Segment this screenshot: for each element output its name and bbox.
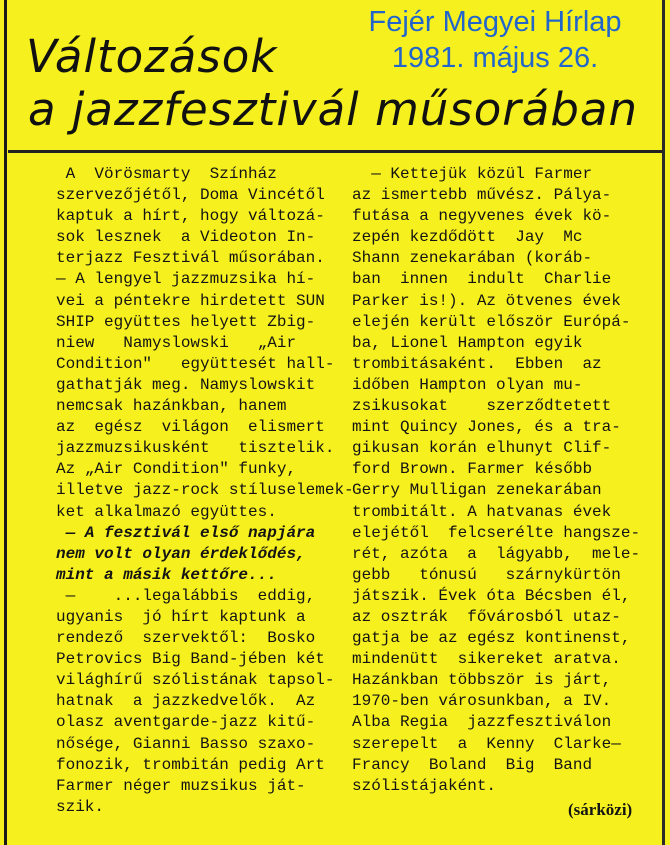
right-column-line: futása a negyvenes évek kö- (352, 207, 612, 226)
source-newspaper: Fejér Megyei Hírlap (368, 6, 622, 38)
right-column-line: Gerry Mulligan zenekarában (352, 481, 602, 500)
source-date: 1981. május 26. (391, 42, 599, 74)
left-column-line: Petrovics Big Band-jében két (56, 650, 325, 669)
right-column-line: mint Quincy Jones, és a tra- (352, 418, 621, 437)
right-column-line: trombitált. A hatvanas évek (352, 502, 612, 521)
right-column-line: játszik. Évek óta Bécsben él, (352, 586, 631, 605)
right-column-line: ford Brown. Farmer később (352, 460, 593, 479)
headline-line-1: Változások (26, 30, 278, 83)
right-column-line: az osztrák fővárosból utaz- (352, 607, 621, 626)
headline-line-2: a jazzfesztivál műsorában (28, 83, 639, 136)
left-column-line: nősége, Gianni Basso szaxo- (56, 734, 316, 753)
left-column-line: — ...legalábbis eddig, (56, 586, 316, 605)
right-column-line: gebb tónusú szárnykürtön (352, 565, 621, 584)
left-column-line: az egész világon elismert (56, 418, 325, 437)
left-column-line: szervezőjétől, Doma Vincétől (56, 186, 325, 205)
left-column-line: Condition" együttesét hall- (56, 354, 335, 373)
left-column-line: sok lesznek a Videoton In- (56, 228, 316, 247)
left-column-line: terjazz Fesztivál műsorában. (56, 249, 325, 268)
left-column-line: nemcsak hazánkban, hanem (56, 397, 287, 416)
right-column-line: elején került először Európá- (352, 312, 631, 331)
author-signature: (sárközi) (568, 800, 633, 819)
right-column-line: zsikusokat szerződtetett (352, 397, 612, 416)
right-column-line: Parker is!). Az ötvenes évek (352, 291, 621, 310)
right-column-line: Shann zenekarában (koráb- (352, 249, 593, 268)
left-column-line: olasz aventgarde-jazz kitű- (56, 713, 316, 732)
left-column-line: ugyanis jó hírt kaptunk a (56, 607, 306, 626)
right-column-line: szólistájaként. (352, 776, 497, 795)
article-column-left (56, 164, 354, 818)
right-column-line: Hazánkban többször is járt, (352, 671, 612, 690)
left-column-line: rendező szervektől: Bosko (56, 629, 316, 648)
right-column-line: rét, azóta a lágyabb, mele- (352, 544, 641, 563)
left-column-line: A Vörösmarty Színház (56, 165, 277, 183)
left-column-line: — A lengyel jazzmuzsika hí- (56, 270, 316, 289)
article-column-right (352, 164, 650, 797)
right-column-line: zepén kezdődött Jay Mc (352, 228, 583, 247)
right-border-line (662, 0, 665, 845)
left-column-line: illetve jazz-rock stíluselemek- (56, 481, 354, 500)
left-column-line: fonozik, trombitán pedig Art (56, 755, 325, 774)
right-column-line: időben Hampton olyan mu- (352, 375, 583, 394)
left-column-line: gathatják meg. Namyslowskit (56, 375, 316, 394)
right-column-line: ba, Lionel Hampton egyik (352, 333, 583, 352)
left-column-line: világhírű szólistának tapsol- (56, 671, 335, 690)
right-column-line: 1970-ben városunkban, a IV. (352, 692, 612, 711)
left-column-line: Az „Air Condition" funky, (56, 460, 297, 479)
right-column-line: elejétől felcserélte hangsze- (352, 523, 641, 542)
left-column-line: niew Namyslowski „Air (56, 333, 297, 352)
left-column-line: — A fesztivál első napjára (56, 523, 316, 542)
right-column-line: gikusan korán elhunyt Clif- (352, 439, 612, 458)
left-column-line: hatnak a jazzkedvelők. Az (56, 692, 316, 711)
left-column-line: kaptuk a hírt, hogy változá- (56, 207, 325, 226)
right-column-line: ban innen indult Charlie (352, 270, 612, 289)
left-column-line: szik. (56, 797, 105, 816)
right-column-line: szerepelt a Kenny Clarke— (352, 734, 621, 753)
headline-rule (8, 150, 662, 153)
right-column-line: trombitásaként. Ebben az (352, 354, 602, 373)
left-column-line: ket alkalmazó együttes. (56, 502, 277, 521)
left-column-line: mint a másik kettőre... (56, 565, 277, 584)
left-column-line: Farmer néger muzsikus ját- (56, 776, 306, 795)
right-column-line: Alba Regia jazzfesztiválon (352, 713, 612, 732)
left-column-line: vei a péntekre hirdetett SUN (56, 291, 325, 310)
right-column-line: gatja be az egész kontinenst, (352, 629, 631, 648)
left-column-line: nem volt olyan érdeklődés, (56, 544, 306, 563)
left-column-line: SHIP együttes helyett Zbig- (56, 312, 316, 331)
right-column-line: mindenütt sikereket aratva. (352, 650, 621, 669)
left-column-line: jazzmuzsikusként tisztelik. (56, 439, 335, 458)
right-column-line: — Kettejük közül Farmer (352, 165, 593, 183)
right-column-line: az ismertebb művész. Pálya- (352, 186, 612, 205)
left-border-line (4, 0, 7, 845)
right-column-line: Francy Boland Big Band (352, 755, 593, 774)
article-headline (26, 30, 656, 136)
